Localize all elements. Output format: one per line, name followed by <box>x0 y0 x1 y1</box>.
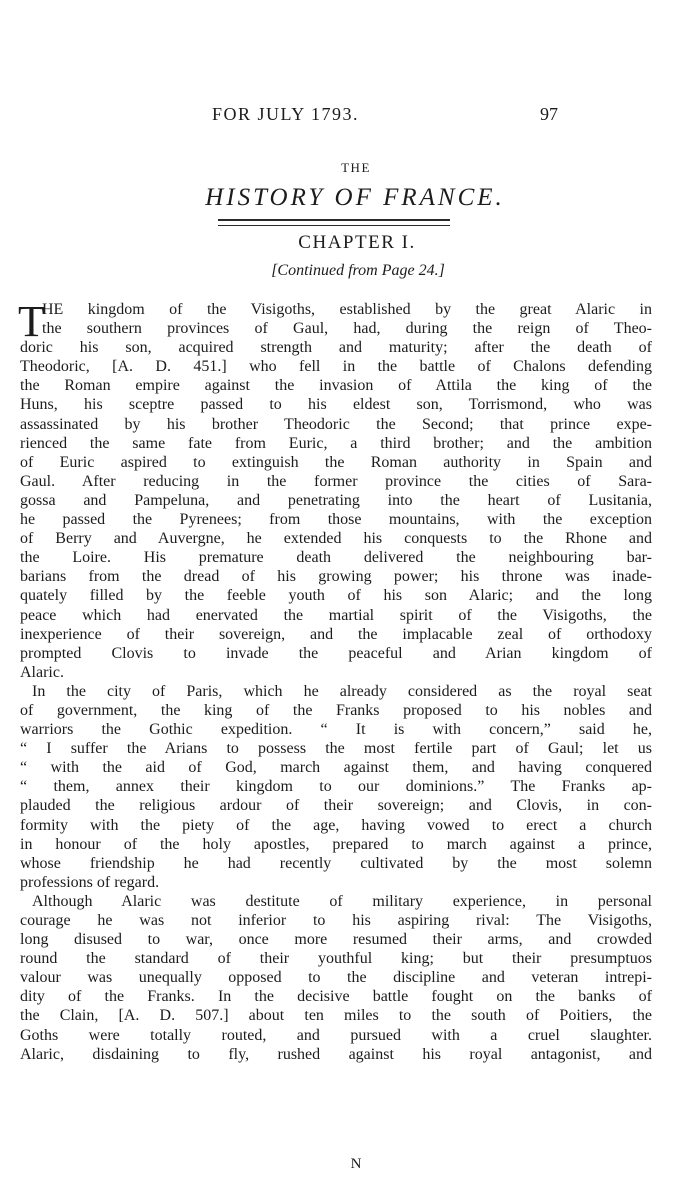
text-line: the Loire. His premature death delivered the neighbouring bar- <box>20 549 652 567</box>
text-line: prompted Clovis to invade the peaceful and Arian kingdom of <box>20 644 652 662</box>
title-rule-thin <box>218 225 450 226</box>
signature-mark: N <box>350 1156 362 1172</box>
text-line: “ I suffer the Arians to possess the most fertile part of Gaul; let us <box>20 740 652 758</box>
text-line: gossa and Pampeluna, and penetrating into the heart of Lusitania, <box>20 491 652 509</box>
text-line: whose friendship he had recently cultivated by the most solemn <box>20 854 652 872</box>
title-rule-thick <box>218 219 450 221</box>
page-title: HISTORY OF FRANCE. <box>205 184 505 211</box>
text-line: formity with the piety of the age, having vowed to erect a church <box>20 816 652 834</box>
continued-note: [Continued from Page 24.] <box>271 262 445 279</box>
body-text <box>18 297 652 1064</box>
running-head-title: FOR JULY 1793. <box>212 104 360 124</box>
text-line: Gaul. After reducing in the former province the cities of Sara- <box>20 472 652 490</box>
text-line: doric his son, acquired strength and maturity; after the death of <box>20 339 652 357</box>
text-line: courage he was not inferior to his aspiring rival: The Visigoths, <box>20 912 652 929</box>
text-line: barians from the dread of his growing power; his throne was inade- <box>20 568 652 586</box>
drop-cap: T <box>18 297 45 346</box>
text-line: In the city of Paris, which he already considered as the royal seat <box>32 682 652 700</box>
text-line: dity of the Franks. In the decisive battle fought on the banks of <box>20 988 652 1006</box>
text-line: Although Alaric was destitute of military experience, in personal <box>32 892 652 910</box>
text-line: warriors the Gothic expedition. “ It is with concern,” said he, <box>20 721 652 739</box>
text-line: of Berry and Auvergne, he extended his conquests to the Rhone and <box>20 530 652 548</box>
text-line: the southern provinces of Gaul, had, during the reign of Theo- <box>42 320 652 338</box>
text-line: round the standard of their youthful king; but their presumptuos <box>20 950 652 968</box>
text-line: Alaric. <box>20 663 64 681</box>
text-line: Huns, his sceptre passed to his eldest son, Torrismond, who was <box>20 396 652 414</box>
running-head <box>0 104 692 128</box>
text-line: the Roman empire against the invasion of Attila the king of the <box>20 377 652 395</box>
text-line: valour was unequally opposed to the discipline and veteran intrepi- <box>20 969 652 987</box>
text-line: professions of regard. <box>20 873 160 891</box>
text-line: plauded the religious ardour of their sovereign; and Clovis, in con- <box>20 797 652 815</box>
chapter-heading: CHAPTER I. <box>298 232 416 253</box>
text-line: quately filled by the feeble youth of his son Alaric; and the long <box>20 587 652 605</box>
text-line: long disused to war, once more resumed their arms, and crowded <box>20 931 652 949</box>
text-line: he passed the Pyrenees; from those mountains, with the exception <box>20 511 652 529</box>
title-prefix: THE <box>341 160 371 175</box>
text-line: peace which had enervated the martial spirit of the Visigoths, the <box>20 606 652 624</box>
text-line: assassinated by his brother Theodoric the Second; that prince expe- <box>20 415 652 433</box>
text-line: inexperience of their sovereign, and the implacable zeal of orthodoxy <box>20 625 652 643</box>
text-line: “ them, annex their kingdom to our dominions.” The Franks ap- <box>20 778 652 796</box>
text-line: of government, the king of the Franks proposed to his nobles and <box>20 701 652 719</box>
text-line: the Clain, [A. D. 507.] about ten miles to the south of Poitiers, the <box>20 1007 652 1025</box>
text-line: of Euric aspired to extinguish the Roman authority in Spain and <box>20 453 652 471</box>
text-line: Theodoric, [A. D. 451.] who fell in the battle of Chalons defending <box>20 358 652 376</box>
text-line: in honour of the holy apostles, prepared to march against a prince, <box>20 835 652 853</box>
page-number: 97 <box>540 104 558 124</box>
text-line: Goths were totally routed, and pursued with a cruel slaughter. <box>20 1026 652 1044</box>
text-line: “ with the aid of God, march against them, and having conquered <box>20 759 652 777</box>
text-line: Alaric, disdaining to fly, rushed against his royal antagonist, and <box>20 1045 652 1063</box>
text-line: rienced the same fate from Euric, a third brother; and the ambition <box>20 434 652 452</box>
text-line: HE kingdom of the Visigoths, established by the great Alaric in <box>42 301 652 318</box>
